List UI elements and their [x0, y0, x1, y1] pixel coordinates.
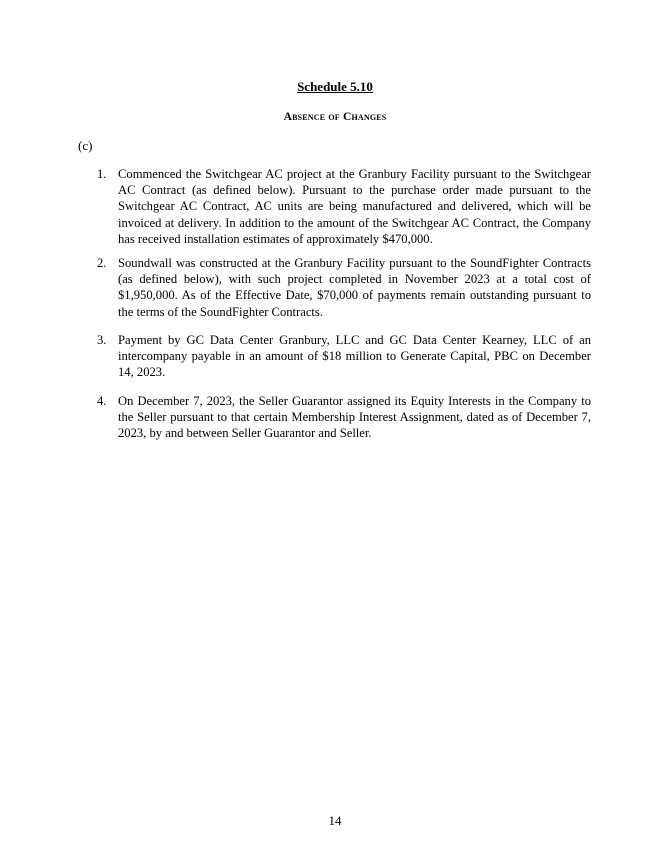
list-item [97, 393, 591, 442]
list-item-number: 2. [97, 256, 107, 270]
list-item [97, 332, 591, 381]
schedule-title: Schedule 5.10 [297, 79, 373, 94]
list-item-text: On December 7, 2023, the Seller Guarantor assigned its Equity Interests in the Company to the Seller pursuant to that certain Membership Interest Assignment, dated as of December 7, 2023, by and between Seller Guarantor and Seller. [118, 394, 591, 441]
list-item-number: 3. [97, 333, 107, 347]
list-item [97, 255, 591, 320]
list-item-text: Commenced the Switchgear AC project at the Granbury Facility pursuant to the Switchgear AC Contract (as defined below). Pursuant to the purchase order made pursuant to the Switchgear AC Contract, AC units are being manufactured and delivered, which will be invoiced at delivery. In addition to the amount of the Switchgear AC Contract, the Company has received installation estimates of approximately $470,000. [118, 167, 591, 246]
section-heading: Absence of Changes [283, 111, 387, 123]
list-item-number: 4. [97, 394, 107, 408]
list-item [97, 166, 591, 247]
list-item-number: 1. [97, 167, 107, 181]
list-item-text: Soundwall was constructed at the Granbury Facility pursuant to the SoundFighter Contracts (as defined below), with such project completed in November 2023 at a total cost of $1,950,000. As of the Effective Date, $70,000 of payments remain outstanding pursuant to the terms of the SoundFighter Contracts. [118, 256, 591, 319]
page-number: 14 [328, 813, 342, 828]
subsection-label: (c) [78, 138, 93, 153]
list-item-text: Payment by GC Data Center Granbury, LLC and GC Data Center Kearney, LLC of an intercompany payable in an amount of $18 million to Generate Capital, PBC on December 14, 2023. [118, 333, 591, 380]
